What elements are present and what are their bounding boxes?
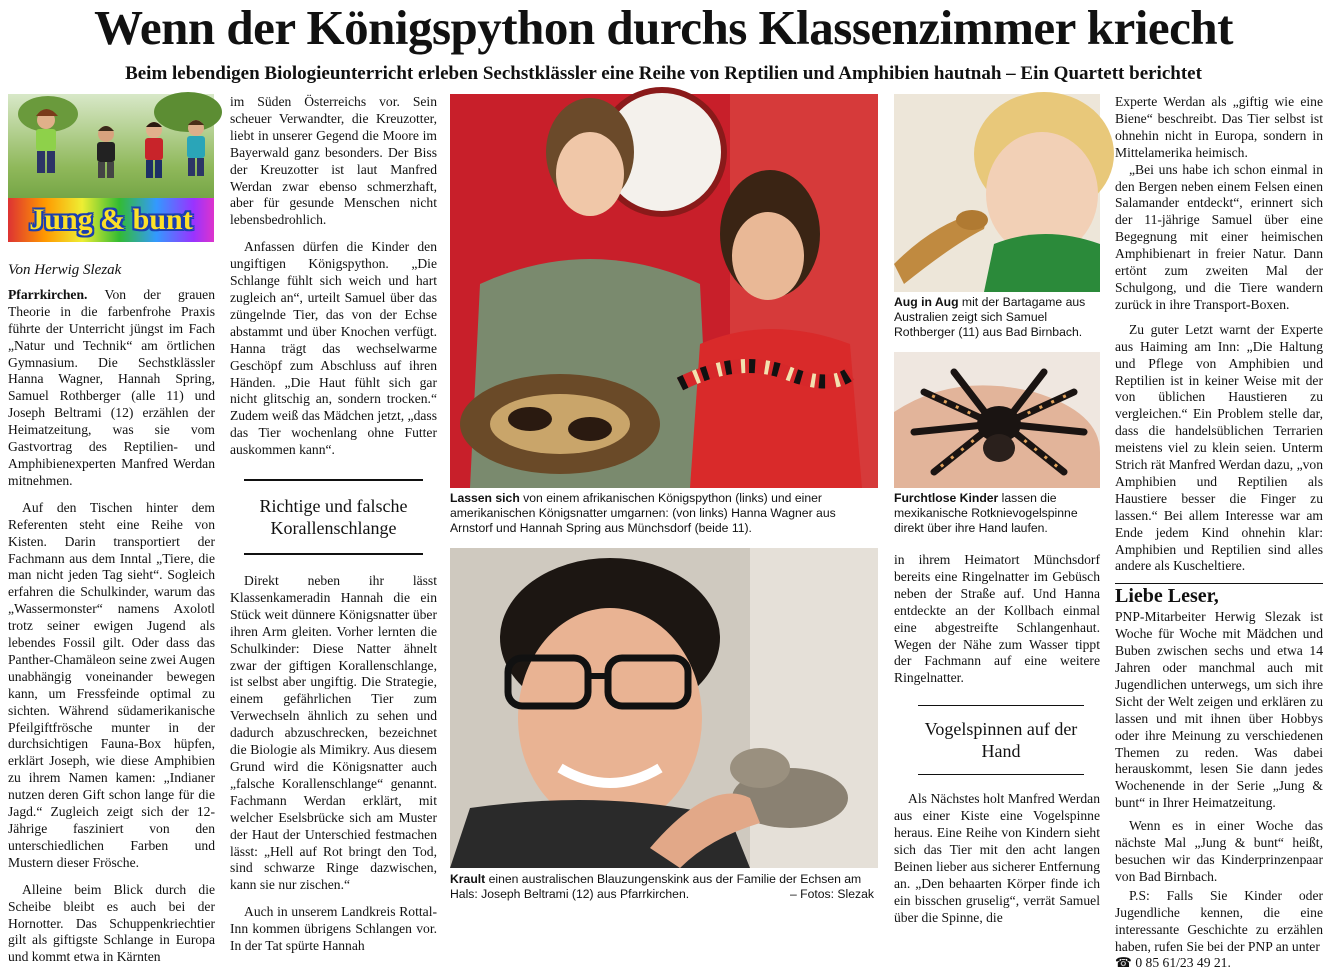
paragraph: Als Nächstes holt Manfred Werdan aus einer Kiste eine Vogelspinne heraus. Eine Reihe von Kindern sieht sich das Tier mit den acht langen Beinen lieber aus sicherer Entfernung an. „Den behaarten Körper finde ich ein bisschen gruselig“, verrät Samuel über die Spinne, die bbox=[894, 791, 1100, 925]
photo-credit: – Fotos: Slezak bbox=[790, 887, 874, 901]
photo-tarantula bbox=[894, 352, 1100, 488]
byline: Von Herwig Slezak bbox=[8, 262, 122, 278]
caption-photo-3 bbox=[894, 295, 1100, 340]
caption-lead: Krault bbox=[450, 872, 486, 886]
caption-photo-4 bbox=[894, 491, 1100, 536]
column-2 bbox=[230, 94, 437, 954]
column-5 bbox=[1115, 94, 1323, 971]
phone-number: 0 85 61/23 49 21. bbox=[1135, 955, 1231, 971]
paragraph: Auf den Tischen hinter dem Referenten steht eine Reihe von Kisten. Darin transportiert der Fachmann aus dem Inntal „Tiere, die man nicht jeden Tag sieht“. Sogleich erfahren die Schulkinder, warum das „Wassermonster“ namens Axolotl trotz seiner ewigen Jugend als lebendes Fossil gilt. Oder dass das Panther-Chamäleon seine zwei Augen unabhängig voneinander bewegen kann, um Fressfeinde optimal zu sichten. Während südamerikanische Pfeilgiftfrösche munter in der durchsichtigen Fauna-Box hüpfen, erklärt Joseph, wie diese Amphibien zu ihrem Namen kamen: „Indianer nutzen deren Gift schon lange für die Jagd.“ Zugleich zeigt sich der 12-Jährige fasziniert von den unterschiedlichen Farben und Mustern dieser Frösche. bbox=[8, 499, 215, 870]
divider bbox=[1115, 583, 1323, 584]
caption-lead: Furchtlose Kinder bbox=[894, 491, 999, 505]
caption-text: mit der Bartagame aus Australien zeigt sich Samuel Rothberger (11) aus Bad Birnbach. bbox=[894, 295, 1086, 339]
jung-bunt-logo bbox=[8, 94, 214, 242]
caption-photo-1 bbox=[450, 491, 878, 536]
section-subheading: Vogelspinnen auf der Hand bbox=[918, 705, 1084, 775]
paragraph: Zu guter Letzt warnt der Experte aus Haiming am Inn: „Die Haltung und Pflege von Amphibien und Reptilien ist in keiner Weise mit der von üblichen Haustieren zu vergleichen.“ Ein Problem stelle dar, dass die handelsüblichen Terrarien meistens viel zu klein seien. Unterm Strich rät Manfred Werdan dazu, „von Amphibien und Reptilien als Haustiere besser die Finger zu lassen.“ Bei allem Interesse war am Ende jedem Kind ohnehin klar: Amphibien und Reptilien sind alles andere als Kuscheltiere. bbox=[1115, 321, 1323, 574]
column-1 bbox=[8, 256, 215, 965]
paragraph: Anfassen dürfen die Kinder den ungiftigen Königspython. „Die Schlange fühlt sich weich und hart zugleich an“, urteilt Samuel über das züngelnde Tier, das von der Echse abstammt und über Knochen verfügt. Hanna trägt das wechselwarme Geschöpf zum Abschluss auf ihren Händen. „Die Haut fühlt sich gar nicht glitschig an, sondern trocken.“ Zudem weiß das Mädchen jetzt, „dass das Tier wochenlang ohne Futter auskommen kann“. bbox=[230, 239, 437, 458]
photo-girls-with-snakes bbox=[450, 94, 878, 488]
telephone-icon: ☎ bbox=[1115, 955, 1132, 971]
paragraph bbox=[8, 287, 215, 490]
paragraph: Direkt neben ihr lässt Klassenkameradin Hannah die ein Stück weit dünnere Königsnatter über ihren Arm gleiten. Vorher lernten die Schulkinder: Diese Natter ähnelt zwar der giftigen Korallenschlange, ist selbst aber ungiftig. Die Strategie, einem gefährlichen Tier zum Verwechseln ähnlich zu sehen und dadurch abzuschrecken, bezeichnet die Biologie als Mimikry. Aus diesem Grund wird die Königsnatter auch „falsche Korallenschlange“ genannt. Fachmann Werdan erklärt, mit welcher Eselsbrücke sich am Muster der Haut der Unterschied festmachen lässt: „Hell auf Rot bringt den Tod, sind schwarze Ringe dazwischen, kann sie nur zischen.“ bbox=[230, 573, 437, 893]
jung-bunt-label: Jung & bunt bbox=[8, 198, 214, 242]
paragraph: Wenn es in einer Woche das nächste Mal „Jung & bunt“ heißt, besuchen wir das Kinderprinzenpaar von Bad Birnbach. bbox=[1115, 818, 1323, 884]
caption-text: lassen die mexikanische Rotknievogelspinne direkt über ihre Hand laufen. bbox=[894, 491, 1078, 535]
paragraph: PNP-Mitarbeiter Herwig Slezak ist Woche für Woche mit Mädchen und Buben zwischen sechs und etwa 14 Jahren oder manchmal auch mit Jugendlichen unterwegs, um sich ihre Sicht der Welt zeigen und erklären zu lassen und mit ihnen über Hobbys oder ihre Meinung zu verschiedenen Themen zu reden. Was dabei herauskommt, lesen Sie dann jedes Wochenende in der Serie „Jung & bunt“ in Ihrer Heimatzeitung. bbox=[1115, 609, 1323, 811]
paragraph: Experte Werdan als „giftig wie eine Biene“ beschreibt. Das Tier selbst ist ohnehin nicht in Europa, sondern in Mittelamerika heimisch. bbox=[1115, 94, 1323, 160]
paragraph: Alleine beim Blick durch die Scheibe bleibt es auch bei der Hornotter. Das Schuppenkriechtier gilt als giftigste Schlange in Europa und kommt etwa in Kärnten bbox=[8, 881, 215, 965]
caption-lead: Lassen sich bbox=[450, 491, 520, 505]
info-box-title: Liebe Leser, bbox=[1115, 585, 1219, 608]
photo-bearded-dragon bbox=[894, 94, 1100, 292]
phone-line bbox=[1115, 955, 1323, 972]
photo-boy-with-skink bbox=[450, 548, 878, 868]
column-4 bbox=[894, 552, 1100, 925]
caption-lead: Aug in Aug bbox=[894, 295, 959, 309]
paragraph: Auch in unserem Landkreis Rottal-Inn kommen übrigens Schlangen vor. In der Tat spürte Hannah bbox=[230, 904, 437, 954]
headline: Wenn der Königspython durchs Klassenzimmer kriecht bbox=[94, 0, 1233, 55]
dateline-place: Pfarrkirchen. bbox=[8, 286, 88, 302]
caption-text: einen australischen Blauzungenskink aus der Familie der Echsen am Hals: Joseph Beltrami (12) aus Pfarrkirchen. bbox=[450, 872, 862, 901]
section-subheading: Richtige und falsche Korallenschlange bbox=[244, 479, 423, 555]
paragraph: P.S: Falls Sie Kinder oder Jugendliche kennen, die eine interessante Geschichte zu erzählen haben, rufen Sie bei der PNP an unter bbox=[1115, 887, 1323, 954]
subheadline: Beim lebendigen Biologieunterricht erleben Sechstklässler eine Reihe von Reptilien und Amphibien hautnah – Ein Quartett berichtet bbox=[125, 63, 1202, 84]
caption-photo-2 bbox=[450, 872, 878, 902]
paragraph: in ihrem Heimatort Münchsdorf bereits eine Ringelnatter im Gebüsch neben der Straße auf. Und Hanna entdeckte an der Kollbach einmal eine abgestreifte Schlangenhaut. Wegen der Nähe zum Wasser tippt der Fachmann auf eine weitere Ringelnatter. bbox=[894, 552, 1100, 686]
paragraph: im Süden Österreichs vor. Sein scheuer Verwandter, die Kreuzotter, liebt in unserer Gegend die Moore im Bayerwald ganz besonders. Der Biss der Kreuzotter ist laut Manfred Werdan zwar ebenso schmerzhaft, aber für gesunde Menschen nicht lebensbedrohlich. bbox=[230, 94, 437, 228]
caption-text: von einem afrikanischen Königspython (links) und einer amerikanischen Königsnatter umgarnen: (von links) Hanna Wagner aus Arnstorf und Hannah Spring aus Münchsdorf (beide 11). bbox=[450, 491, 836, 535]
paragraph: „Bei uns habe ich schon einmal in den Bergen neben einem Felsen einen Salamander entdeckt“, erinnert sich der 11-jährige Samuel über eine Begegnung mit einer heimischen Amphibienart in freier Natur. Dann ertönt zum zweiten Mal der Schulgong, und die Tiere wandern zurück in ihre Transport-Boxen. bbox=[1115, 161, 1323, 312]
paragraph-text: Von der grauen Theorie in die farbenfrohe Praxis führte der Unterricht jüngst im Fach „Natur und Technik“ am örtlichen Gymnasium. Die Sechstklässler Hanna Wagner, Hannah Spring, Samuel Rothberger (alle 11) und Joseph Beltrami (12) erzählen der Heimatzeitung, was sie vom Gastvortrag des Reptilien- und Amphibienexperten Manfred Werdan mitnehmen. bbox=[8, 286, 215, 488]
